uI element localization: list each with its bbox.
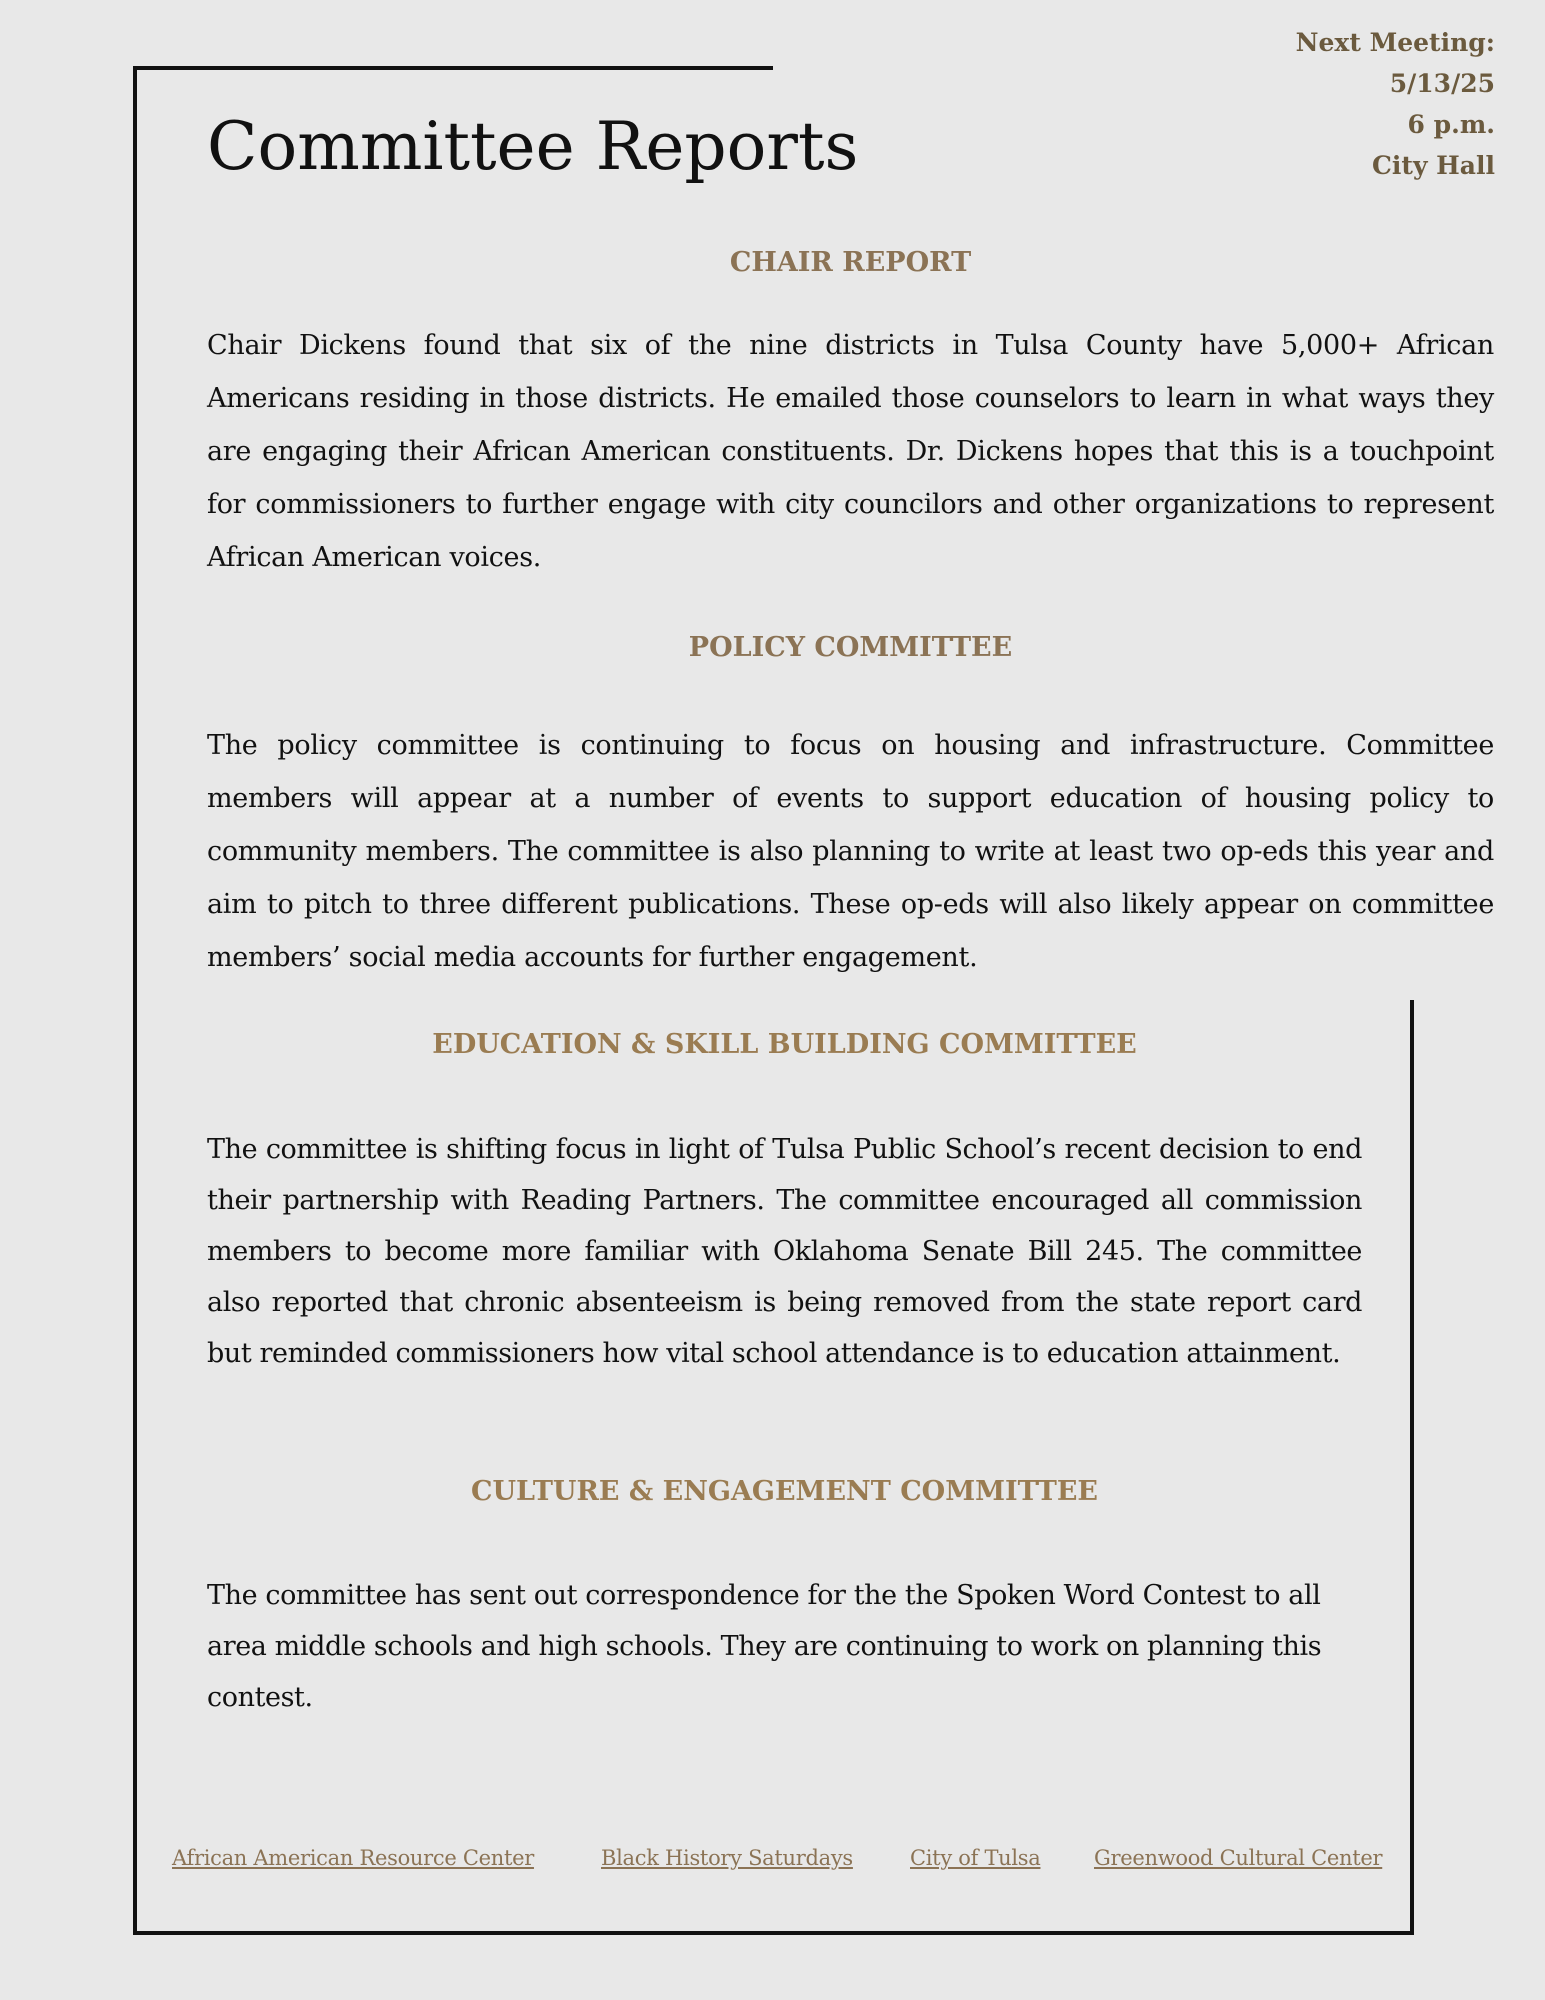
next-meeting-info: [1296, 22, 1495, 186]
education-committee-body: The committee is shifting focus in light of Tulsa Public School’s recent decision to end their partnership with Reading Partners. The committee encouraged all commission members to become more familiar with Oklahoma Senate Bill 245. The committee also reported that chronic absenteeism is being removed from the state report card but reminded commissioners how vital school attendance is to education attainment.: [207, 1134, 1362, 1369]
frame-bottom-line: [133, 1931, 1414, 1935]
next-meeting-label: Next Meeting:: [1295, 28, 1495, 57]
next-meeting-location: City Hall: [1372, 151, 1495, 180]
chair-report-heading: CHAIR REPORT: [729, 247, 972, 278]
frame-top-line: [133, 66, 773, 70]
culture-committee-body: The committee has sent out correspondence for the the Spoken Word Contest to all area middle schools and high schools. They are continuing to work on planning this contest.: [207, 1580, 1322, 1713]
policy-committee-heading: POLICY COMMITTEE: [688, 632, 1013, 663]
link-greenwood-cultural-center[interactable]: Greenwood Cultural Center: [1094, 1846, 1383, 1870]
next-meeting-date: 5/13/25: [1389, 69, 1495, 98]
education-committee-heading: EDUCATION & SKILL BUILDING COMMITTEE: [432, 1029, 1137, 1060]
page-title: Committee Reports: [207, 108, 859, 185]
next-meeting-time: 6 p.m.: [1407, 110, 1495, 139]
link-city-of-tulsa[interactable]: City of Tulsa: [910, 1846, 1041, 1870]
culture-committee-heading: CULTURE & ENGAGEMENT COMMITTEE: [471, 1476, 1098, 1507]
link-african-american-resource-center[interactable]: African American Resource Center: [172, 1846, 534, 1870]
link-black-history-saturdays[interactable]: Black History Saturdays: [601, 1846, 853, 1870]
frame-left-line: [133, 66, 137, 1935]
policy-committee-body: The policy committee is continuing to focus on housing and infrastructure. Committee members will appear at a number of events to support education of housing policy to community members. The committee is also planning to write at least two op-eds this year and aim to pitch to three different publications. These op-eds will also likely appear on committee members’ social media accounts for further engagement.: [207, 730, 1494, 973]
frame-right-line: [1410, 1000, 1414, 1935]
chair-report-body: Chair Dickens found that six of the nine districts in Tulsa County have 5,000+ African Americans residing in those districts. He emailed those counselors to learn in what ways they are engaging their African American constituents. Dr. Dickens hopes that this is a touchpoint for commissioners to further engage with city councilors and other organizations to represent African American voices.: [207, 330, 1494, 573]
